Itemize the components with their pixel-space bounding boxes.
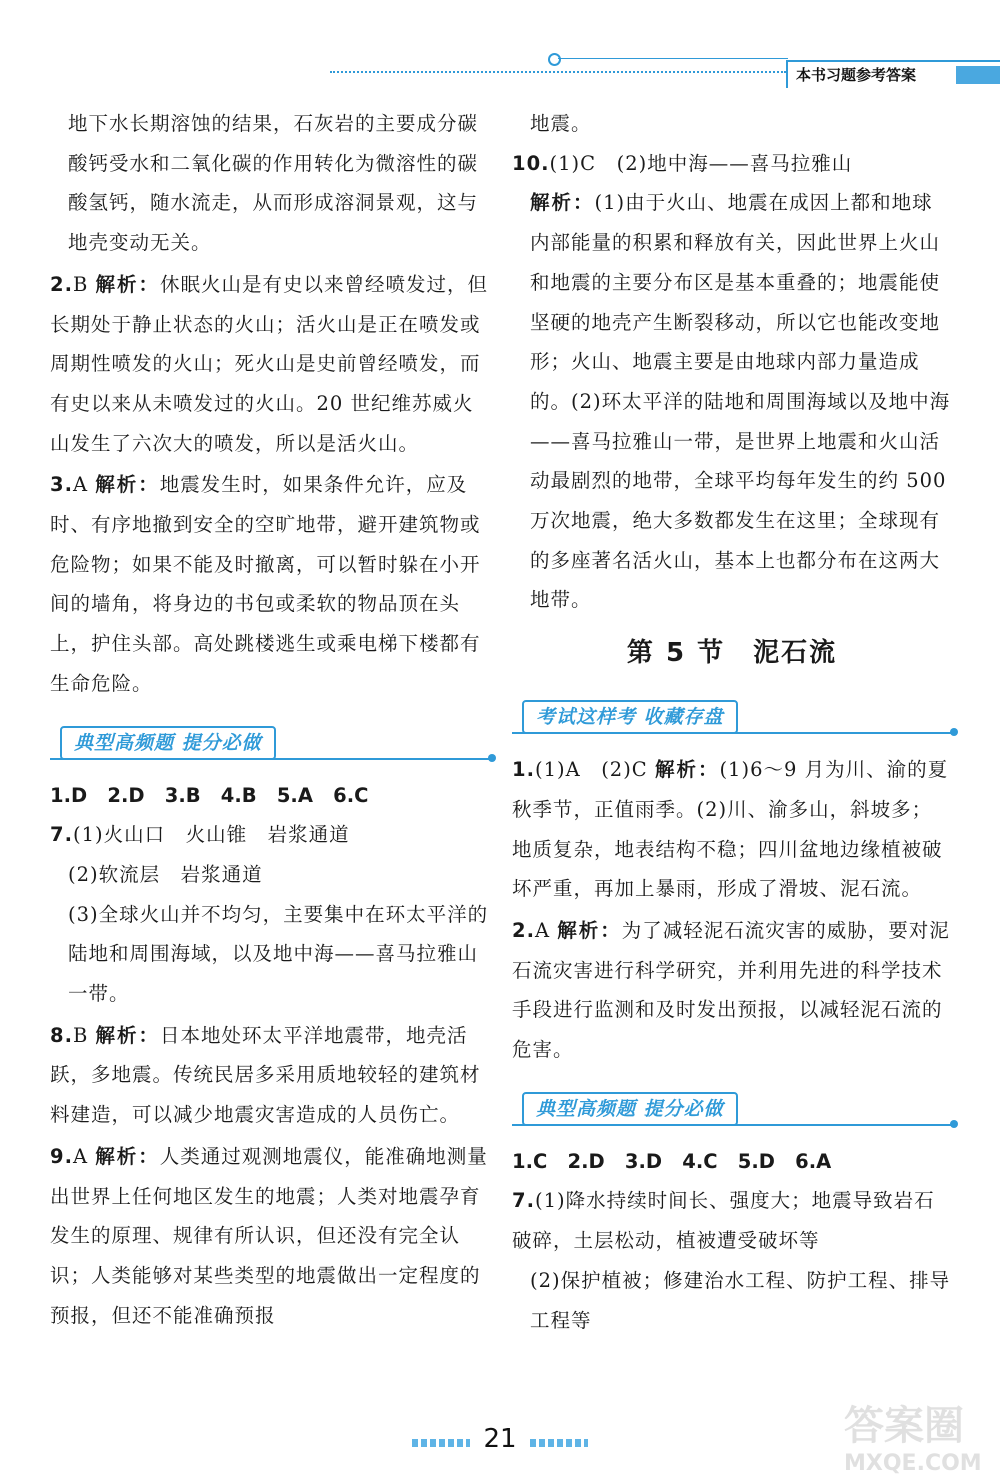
section-banner	[50, 722, 490, 762]
banner-label: 考试这样考 收藏存盘	[522, 700, 738, 734]
right-column	[512, 104, 952, 1340]
watermark-logo: 答案圈 MXQE.COM	[844, 1403, 982, 1476]
answer-item-10: 10.(1)C (2)地中海——喜马拉雅山	[512, 151, 853, 175]
answer-item-7: 7.(1)降水持续时间长、强度大；地震导致岩石破碎，土层松动，植被遭受破坏等	[512, 1189, 935, 1253]
analysis-label: 解析：	[95, 1144, 160, 1168]
banner-dot	[488, 754, 496, 762]
footer-stripe-left	[412, 1439, 470, 1447]
banner-label: 典型高频题 提分必做	[60, 726, 276, 760]
analysis-label: 解析：	[654, 758, 720, 782]
section-banner	[512, 1088, 952, 1128]
analysis-label: 解析：	[530, 191, 595, 215]
answer-item-7: 7.(1)火山口 火山锥 岩浆通道	[50, 823, 350, 847]
banner-rule	[512, 732, 952, 734]
banner-dot	[950, 1120, 958, 1128]
footer-stripe-right	[530, 1439, 588, 1447]
answer-item-1: 1.(1)A (2)C 解析：(1)6～9 月为川、渝的夏秋季节，正值雨季。(2)川、渝多山，斜坡多；地质复杂，地表结构不稳；四川盆地边缘植被破坏严重，再加上暴雨，形成了滑坡、泥石流。	[512, 758, 949, 901]
banner-rule	[50, 758, 490, 760]
answer-item-2: 2.B 解析：休眠火山是有史以来曾经喷发过，但长期处于静止状态的火山；活火山是正在喷发或周期性喷发的火山；死火山是史前曾经喷发，而有史以来从未喷发过的火山。20 世纪维苏威火山发生了六次大的喷发，所以是活火山。	[50, 272, 489, 455]
paragraph-continued: 地下水长期溶蚀的结果，石灰岩的主要成分碳酸钙受水和二氧化碳的作用转化为微溶性的碳酸氢钙，随水流走，从而形成溶洞景观，这与地壳变动无关。	[68, 112, 479, 255]
banner-label: 典型高频题 提分必做	[522, 1092, 738, 1126]
answer-item-7-part-2: (2)软流层 岩浆通道	[68, 862, 263, 886]
answer-item-7-part-3: (3)全球火山并不均匀，主要集中在环太平洋的陆地和周围海域，以及地中海——喜马拉雅山一带。	[68, 902, 489, 1006]
analysis-label: 解析：	[95, 1023, 161, 1047]
paragraph-continued: 地震。	[530, 112, 592, 135]
section-title: 第 5 节 泥石流	[626, 638, 838, 669]
header-ornament-dot	[548, 53, 561, 66]
answer-item-7-part-2: (2)保护植被；修建治水工程、防护工程、排导工程等	[530, 1268, 951, 1332]
answer-item-2: 2.A 解析：为了减轻泥石流灾害的威胁，要对泥石流灾害进行科学研究，并利用先进的科学技术手段进行监测和及时发出预报，以减轻泥石流的危害。	[512, 918, 950, 1062]
analysis-label: 解析：	[95, 272, 161, 296]
header-dotted-rule	[330, 71, 786, 73]
banner-rule	[512, 1124, 952, 1126]
answer-item-9: 9.A 解析：人类通过观测地震仪，能准确地测量出世界上任何地区发生的地震；人类对地震孕育发生的原理、规律有所认识，但还没有完全认识；人类能够对某些类型的地震做出一定程度的预报，但还不能准确预报	[50, 1144, 488, 1327]
section-banner	[512, 696, 952, 736]
answer-item-3: 3.A 解析：地震发生时，如果条件允许，应及时、有序地撤到安全的空旷地带，避开建筑物或危险物；如果不能及时撤离，可以暂时躲在小开间的墙角，将身边的书包或柔软的物品顶在头上，护住头部。高处跳楼逃生或乘电梯下楼都有生命危险。	[50, 473, 481, 695]
header-title: 本书习题参考答案	[796, 66, 917, 84]
page-number: 21	[483, 1424, 517, 1454]
header-rule	[558, 58, 788, 59]
banner-dot	[950, 728, 958, 736]
answer-item-8: 8.B 解析：日本地处环太平洋地震带，地壳活跃，多地震。传统民居多采用质地较轻的建筑材料建造，可以减少地震灾害造成的人员伤亡。	[50, 1023, 481, 1127]
left-column	[50, 104, 490, 1335]
answer-item-10-analysis: 解析：(1)由于火山、地震在成因上都和地球内部能量的积累和释放有关，因此世界上火山和地震的主要分布区是基本重叠的；地震能使坚硬的地壳产生断裂移动，所以它也能改变地形；火山、地震主要是由地球内部力量造成的。(2)环太平洋的陆地和周围海域以及地中海——喜马拉雅山一带，是世界上地震和火山活动最剧烈的地带，全球平均每年发生的约 500 万次地震，绝大多数都发生在这里；全球现有的多座著名活火山，基本上也都分布在这两大地带。	[530, 191, 951, 612]
analysis-label: 解析：	[557, 918, 622, 942]
header-tab-bar	[956, 66, 1000, 84]
answer-row: 1.C 2.D 3.D 4.C 5.D 6.A	[512, 1149, 832, 1173]
header-tab	[786, 60, 1000, 88]
answer-row: 1.D 2.D 3.B 4.B 5.A 6.C	[50, 783, 369, 807]
analysis-label: 解析：	[95, 473, 160, 497]
